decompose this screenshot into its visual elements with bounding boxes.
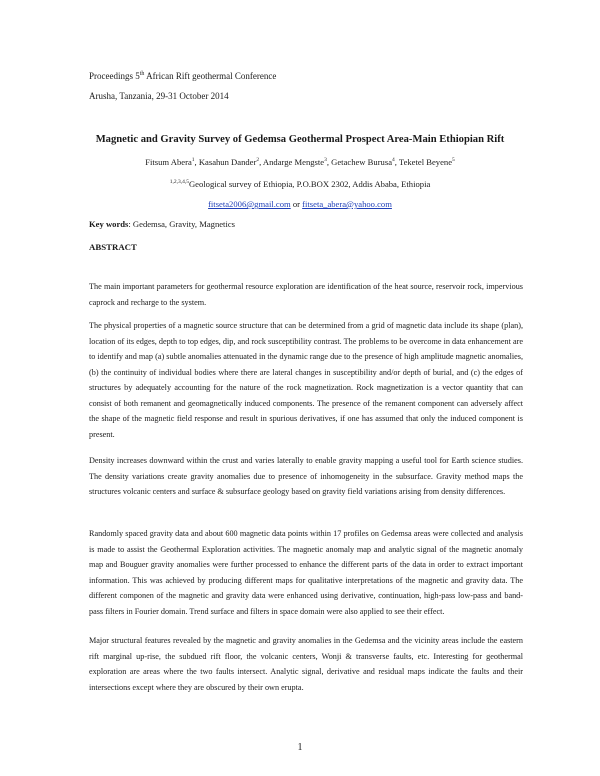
author-sup: 4 (392, 157, 395, 164)
author-name: Kasahun Dander (198, 157, 257, 167)
author-sup: 1 (191, 157, 195, 164)
keywords-text: : Gedemsa, Gravity, Magnetics (128, 219, 235, 229)
keywords (89, 219, 235, 230)
conference-name: African Rift geothermal Conference (144, 71, 277, 81)
abstract-paragraph-4: Randomly spaced gravity data and about 600 magnetic data points within 17 profiles on Gedemsa areas were collected and analysis is made to assist the Geothermal Exploration activities. The magnetic anomaly map and analytic signal of the magnetic anomaly map and Bouguer gravity anomalies were further processed to enhance the different parts of the data in order to extract important information. This was achieved by producing different maps for qualitative interpretations of the magnetic and gravity data. The different componen of the magnetic and gravity data were enhanced using derivative, continuation, high-pass low-pass and band-pass filters in Fourier domain. Trend surface and filters in space domain were also applied to see their effect. (89, 529, 523, 616)
author-name: Teketel Beyene (398, 157, 453, 167)
page-number: 1 (297, 742, 303, 753)
affiliation-text: Geological survey of Ethiopia, P.O.BOX 2302, Addis Ababa, Ethiopia (188, 179, 431, 189)
keywords-label: Key words (89, 219, 129, 229)
author-list: Fitsum Abera$^1$, Kasahun Dander$^2$, Andarge Mengste$^3$, Getachew Burusa$^4$, Teketel Beyene$^5$ (145, 157, 455, 167)
author-sup: 5 (452, 157, 455, 164)
conference-header (89, 71, 276, 82)
paper-title: Magnetic and Gravity Survey of Gedemsa Geothermal Prospect Area-Main Ethiopian Rift (95, 134, 505, 145)
abstract-heading: ABSTRACT (89, 242, 137, 252)
affiliation-sup: 1,2,3,4,5 (169, 179, 189, 186)
email-connector: or (290, 199, 303, 209)
abstract-paragraph-5: Major structural features revealed by the magnetic and gravity anomalies in the Gedemsa and the vicinity areas include the eastern rift marginal up-rise, the subdued rift floor, the volcanic centers, Wonji & transverse faults, etc. Interesting for geothermal exploration are areas where the two faults intersect. Analytic signal, derivative and residual maps indicate the faults and their intersections except where they are obscured by their own erupta. (89, 636, 523, 692)
affiliation (60, 179, 540, 190)
author-name: Andarge Mengste (262, 157, 325, 167)
author-sup: 2 (256, 157, 260, 164)
conference-prefix: Proceedings 5 (89, 71, 140, 81)
abstract-paragraph-1: The main important parameters for geothermal resource exploration are identification of the heat source, reservoir rock, impervious caprock and recharge to the system. (89, 282, 523, 307)
conference-location-date: Arusha, Tanzania, 29-31 October 2014 (89, 91, 229, 101)
abstract-paragraph-2: The physical properties of a magnetic source structure that can be determined from a grid of magnetic data include its shape (plan), location of its edges, depth to top edges, dip, and rock susceptibility contrast. The problems to be overcome in data enhancement are to identify and map (a) subtle anomalies attenuated in the dynamic range due to the presence of high amplitude magnetic anomalies, (b) the continuity of individual bodies where there are lateral changes in susceptibility and/or depth of burial, and (c) the edges of structures by adequately accounting for the nature of the rock magnetization. Rock magnetization is a vector quantity that can consist of both remanent and geomagnetically induced components. The presence of the remanent component can adversely affect the shape of the magnetic field response and result in spurious derivatives, if one has assumed that only the induced component is present. (89, 321, 523, 439)
author-name: Fitsum Abera (145, 157, 192, 167)
author-sup: 3 (324, 157, 327, 164)
email-link-2[interactable]: fitseta_abera@yahoo.com (302, 199, 392, 209)
contact-emails (60, 199, 540, 210)
author-name: Getachew Burusa (331, 157, 393, 167)
email-link-1[interactable]: fitseta2006@gmail.com (208, 199, 291, 209)
conference-ordinal: th (139, 71, 145, 77)
abstract-paragraph-3: Density increases downward within the crust and varies laterally to enable gravity mapping a useful tool for Earth science studies. The density variations create gravity anomalies due to presence of inhomogeneity in the subsurface. Gravity method maps the structures volcanic centers and surface & subsurface geology based on gravity field variations arising from density differences. (89, 456, 523, 496)
